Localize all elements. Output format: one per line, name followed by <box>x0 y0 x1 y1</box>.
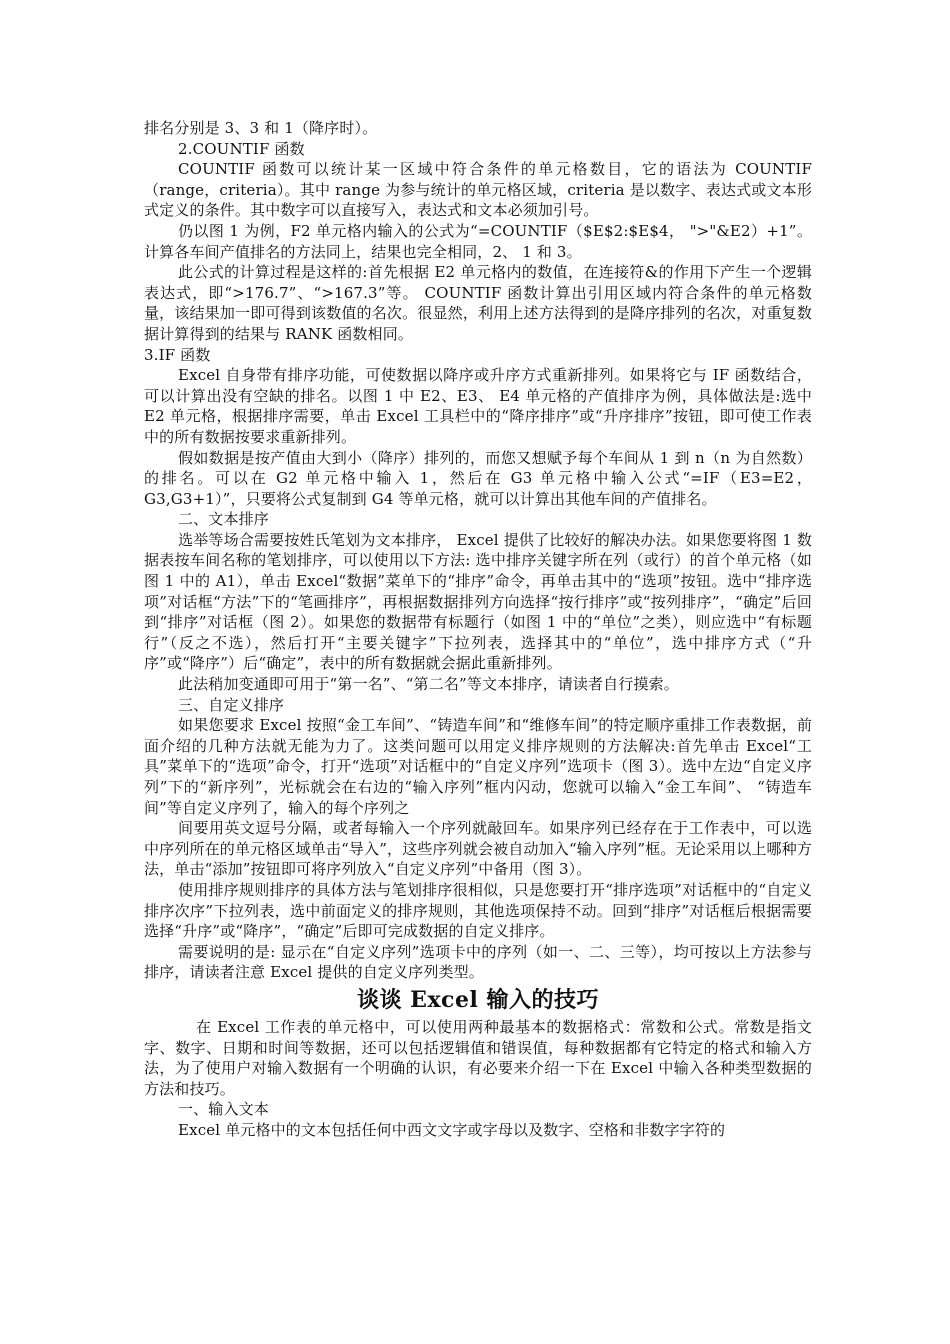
paragraph-input-intro: 在 Excel 工作表的单元格中，可以使用两种最基本的数据格式：常数和公式。常数是指文字、数字、日期和时间等数据，还可以包括逻辑值和错误值，每种数据都有它特定的格式和输入方法，为了使用户对输入数据有一个明确的认识，有必要来介绍一下在 Excel 中输入各种类型数据的方法和技巧。 <box>144 1017 812 1098</box>
paragraph-stroke-sort: 选举等场合需要按姓氏笔划为文本排序， Excel 提供了比较好的解决办法。如果您要将图 1 数据表按车间名称的笔划排序，可以使用以下方法: 选中排序关键字所在列（或行）的首个单元格（如图 1 中的 A1），单击 Excel“数据”菜单下的“排序”命令，再单击其中的“选项”按钮。选中“排序选项”对话框“方法”下的“笔画排序”，再根据数据排列方向选择“按行排序”或“按列排序”，“确定”后回到“排序”对话框（图 2）。如果您的数据带有标题行（如图 1 中的“单位”之类），则应选中“有标题行”（反之不选），然后打开“主要关键字”下拉列表，选择其中的“单位”，选中排序方式（“升序”或“降序”）后“确定”，表中的所有数据就会据此重新排列。 <box>144 530 812 673</box>
paragraph-custom-list-import: 间要用英文逗号分隔，或者每输入一个序列就敲回车。如果序列已经存在于工作表中，可以选中序列所在的单元格区域单击“导入”，这些序列就会被自动加入“输入序列”框。无论采用以上哪种方法，单击“添加”按钮即可将序列放入“自定义序列”中备用（图 3）。 <box>144 819 812 879</box>
paragraph-custom-sort-usage: 使用排序规则排序的具体方法与笔划排序很相似，只是您要打开“排序选项”对话框中的“自定义排序次序”下拉列表，选中前面定义的排序规则，其他选项保持不动。回到“排序”对话框后根据需要选择“升序”或“降序”，“确定”后即可完成数据的自定义排序。 <box>144 880 812 941</box>
heading-if-function: 3.IF 函数 <box>144 345 211 364</box>
heading-countif: 2.COUNTIF 函数 <box>178 139 305 158</box>
paragraph-if-ranking: 假如数据是按产值由大到小（降序）排列的，而您又想赋予每个车间从 1 到 n（n 为自然数）的排名。可以在 G2 单元格中输入 1，然后在 G3 单元格中输入公式“=IF（E3=E2， G3,G3+1）”，只要将公式复制到 G4 等单元格，就可以计算出其他车间的产值排名。 <box>144 448 812 508</box>
paragraph-countif-example: 仍以图 1 为例，F2 单元格内输入的公式为“=COUNTIF（$E$2:$E$4， ">"&E2）+1”。计算各车间产值排名的方法同上，结果也完全相同，2、 1 和 3。 <box>144 221 812 261</box>
paragraph-countif-syntax: COUNTIF 函数可以统计某一区域中符合条件的单元格数目，它的语法为 COUNTIF（range，criteria）。其中 range 为参与统计的单元格区域，criteria 是以数字、表达式或文本形式定义的条件。其中数字可以直接写入，表达式和文本必须加引号。 <box>144 160 812 220</box>
paragraph-if-sorting: Excel 自身带有排序功能，可使数据以降序或升序方式重新排列。如果将它与 IF 函数结合，可以计算出没有空缺的排名。以图 1 中 E2、E3、 E4 单元格的产值排序为例，具体做法是:选中 E2 单元格，根据排序需要，单击 Excel 工具栏中的“降序排序”或“升序排序”按钮，即可使工作表中的所有数据按要求重新排列。 <box>144 366 812 446</box>
paragraph-custom-list: 如果您要求 Excel 按照“金工车间”、“铸造车间”和“维修车间”的特定顺序重排工作表数据，前面介绍的几种方法就无能为力了。这类问题可以用定义排序规则的方法解决:首先单击 Excel“工具”菜单下的“选项”命令，打开“选项”对话框中的“自定义序列”选项卡（图 3）。选中左边“自定义序列”下的“新序列”，光标就会在右边的“输入序列”框内闪动，您就可以输入“金工车间”、 “铸造车间”等自定义序列了，输入的每个序列之 <box>144 716 812 817</box>
heading-input-text: 一、输入文本 <box>178 1100 269 1119</box>
paragraph-stroke-sort-tip: 此法稍加变通即可用于“第一名”、“第二名”等文本排序，请读者自行摸索。 <box>178 675 679 694</box>
article-title: 谈谈 Excel 输入的技巧 <box>357 986 599 1013</box>
paragraph-rank-result: 排名分别是 3、3 和 1（降序时）。 <box>144 119 378 137</box>
paragraph-input-text: Excel 单元格中的文本包括任何中西文文字或字母以及数字、空格和非数字字符的 <box>178 1120 726 1139</box>
heading-custom-sort: 三、自定义排序 <box>178 695 285 714</box>
document-page <box>144 118 812 1141</box>
paragraph-countif-explanation: 此公式的计算过程是这样的:首先根据 E2 单元格内的数值，在连接符&的作用下产生一个逻辑表达式，即“>176.7”、“>167.3”等。 COUNTIF 函数计算出引用区域内符合条件的单元格数量，该结果加一即可得到该数值的名次。很显然，利用上述方法得到的是降序排列的名次，对重复数据计算得到的结果与 RANK 函数相同。 <box>144 263 812 343</box>
heading-text-sort: 二、文本排序 <box>178 510 269 529</box>
paragraph-custom-sort-note: 需要说明的是: 显示在“自定义序列”选项卡中的序列（如一、二、三等），均可按以上方法参与排序，请读者注意 Excel 提供的自定义序列类型。 <box>144 942 812 982</box>
